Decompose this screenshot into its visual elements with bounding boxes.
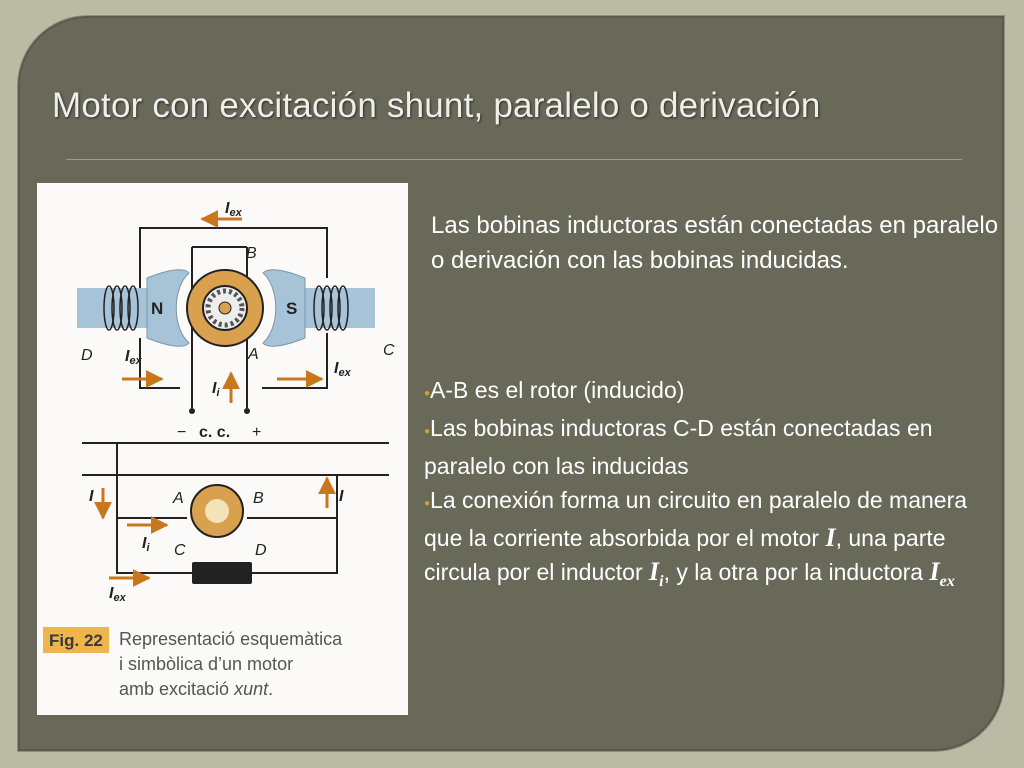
symbol-Iex xyxy=(929,557,955,591)
bullet-item-rotor xyxy=(424,373,1009,411)
terminals xyxy=(189,408,250,414)
rotor xyxy=(187,270,263,346)
bullet-item-inductoras xyxy=(424,411,1009,483)
shunt-motor-diagram xyxy=(37,183,408,715)
field-winding-symbol xyxy=(192,562,252,584)
label-A-top: A xyxy=(248,346,259,363)
svg-text:Iex xyxy=(225,200,243,219)
bullet-text: La conexión forma un circuito en paralelo de manera que la corriente absorbida por el motor xyxy=(424,487,968,551)
svg-text:amb excitació xunt. xyxy=(119,679,273,699)
bullet-dot-icon: ● xyxy=(424,498,431,509)
slide-title: Motor con excitación shunt, paralelo o derivación xyxy=(52,86,821,125)
bullet-text: Las bobinas inductoras C-D están conectadas en paralelo con las inducidas xyxy=(424,415,933,479)
label-S: S xyxy=(286,299,298,318)
armature-symbol xyxy=(191,485,243,537)
svg-text:Ii xyxy=(142,535,150,554)
motor-diagram-figure xyxy=(37,183,408,715)
iex-right-label: I xyxy=(334,360,339,377)
label-B-top: B xyxy=(246,245,257,262)
bullet-dot-icon: ● xyxy=(424,426,431,437)
label-B-bottom: B xyxy=(253,490,264,507)
caption-line-2: i simbòlica d’un motor xyxy=(119,654,294,674)
ii-label: I xyxy=(212,380,217,397)
bullet-text: A-B es el rotor (inducido) xyxy=(430,377,685,403)
ii-bottom-sub: i xyxy=(146,542,150,554)
label-C-top: C xyxy=(383,342,395,359)
ii-bottom-label: I xyxy=(142,535,147,552)
label-I-right: I xyxy=(339,488,344,505)
label-A-bottom: A xyxy=(173,490,184,507)
symbol-Ii xyxy=(649,557,664,591)
bullet-text: , y la otra por la inductora xyxy=(663,559,930,585)
symbol-Ii-sub: i xyxy=(659,573,664,591)
label-C-bottom: C xyxy=(174,542,186,559)
north-pole xyxy=(77,270,189,347)
label-cc: c. c. xyxy=(199,424,231,441)
bullet-dot-icon: ● xyxy=(424,388,431,399)
label-I-left: I xyxy=(89,488,94,505)
label-minus: − xyxy=(177,424,187,441)
label-D-top: D xyxy=(81,347,93,364)
iex-top-label: I xyxy=(225,200,230,217)
caption-line-3: amb excitació xyxy=(119,679,235,699)
bullet-text: , una parte circula por el inductor xyxy=(424,525,946,585)
label-D-bottom: D xyxy=(255,542,267,559)
ii-sub: i xyxy=(216,387,220,399)
caption-line-3-end: . xyxy=(268,679,274,699)
intro-paragraph: Las bobinas inductoras están conectadas en paralelo o derivación con las bobinas inducidas. xyxy=(431,212,999,274)
iex-left-sub: ex xyxy=(129,355,142,367)
iex-left-label: I xyxy=(125,348,130,365)
title-divider xyxy=(66,159,962,160)
symbol-Iex-main: I xyxy=(929,557,940,586)
label-N: N xyxy=(151,299,164,318)
svg-text:Ii xyxy=(212,380,220,399)
caption-line-3-em: xunt xyxy=(234,679,269,699)
caption-line-1: Representació esquemàtica xyxy=(119,629,343,649)
caption-tag: Fig. 22 xyxy=(49,631,103,650)
svg-text:Iex xyxy=(334,360,352,379)
bullet-list xyxy=(424,373,1009,599)
label-plus: + xyxy=(252,424,262,441)
south-pole xyxy=(263,270,375,347)
iex-top-sub: ex xyxy=(229,207,242,219)
iex-bottom-sub: ex xyxy=(113,592,126,604)
symbol-Iex-sub: ex xyxy=(939,573,955,591)
symbol-I: I xyxy=(825,523,836,552)
svg-text:Iex xyxy=(109,585,127,604)
iex-right-sub: ex xyxy=(338,367,351,379)
symbol-Ii-main: I xyxy=(649,557,660,586)
iex-bottom-label: I xyxy=(109,585,114,602)
bullet-item-circuito xyxy=(424,483,1009,599)
